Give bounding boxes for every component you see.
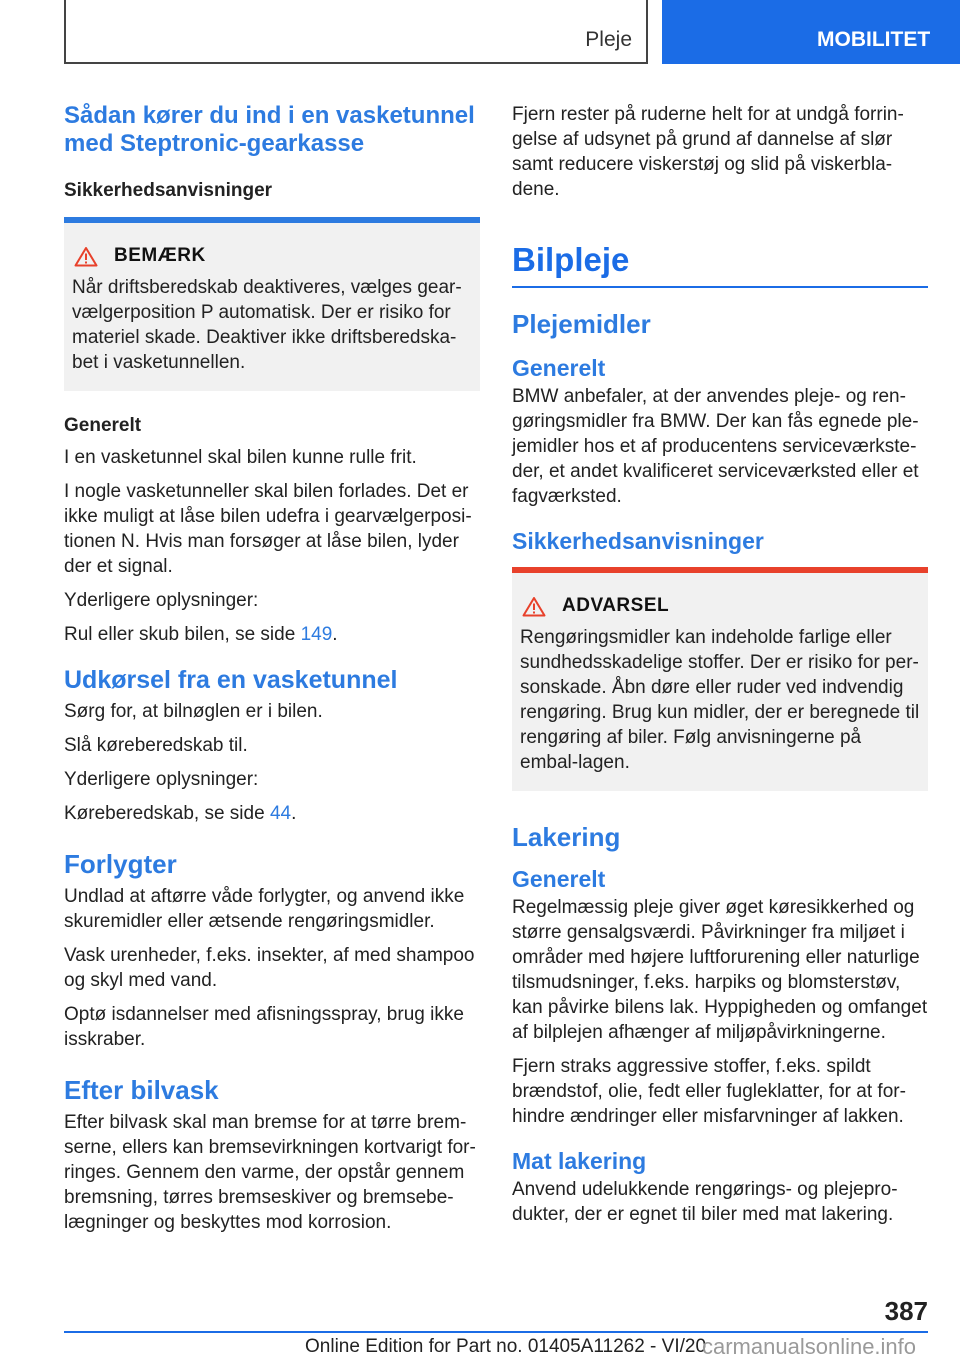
- cross-reference: [64, 622, 480, 647]
- footer-rule: [64, 1331, 928, 1333]
- paragraph: Slå køreberedskab til.: [64, 735, 248, 756]
- paragraph: Efter bilvask skal man bremse for at tørre brem-serne, ellers kan bremsevirkningen kortvarigt for-ringes. Gennem den varme, der opstår gennem bremsning, tørres bremseskiver og bremsebe-lægninger og beskyttes mod korrosion.: [64, 1112, 476, 1233]
- left-column: [64, 102, 480, 1244]
- page-number: 387: [884, 1296, 928, 1326]
- paragraph: I en vasketunnel skal bilen kunne rulle frit.: [64, 447, 417, 468]
- page-link-149[interactable]: 149: [300, 624, 333, 645]
- notice-box: [64, 217, 480, 391]
- cross-reference: [64, 801, 480, 826]
- notice-title: BEMÆRK: [114, 245, 206, 266]
- heading-udkorsel: Udkørsel fra en vasketunnel: [64, 666, 398, 694]
- heading-sikkerhed: Sikkerhedsanvisninger: [512, 528, 764, 554]
- page-link-44[interactable]: 44: [269, 803, 292, 824]
- edition-text: Online Edition for Part no. 01405A11262 - VI/20: [305, 1336, 707, 1357]
- heading-generelt: Generelt: [64, 415, 142, 436]
- paragraph: Fjern straks aggressive stoffer, f.eks. spildt brændstof, olie, fedt eller fugleklatter, for at for-hindre ændringer eller misfarvninger af lakken.: [512, 1056, 906, 1127]
- notice-header: [72, 245, 472, 267]
- watermark-text: carmanualsonline.info: [702, 1334, 917, 1359]
- heading-forlygter: Forlygter: [64, 849, 177, 879]
- ref-punct: .: [332, 624, 338, 645]
- heading-generelt: Generelt: [512, 355, 606, 381]
- heading-mat-lakering: Mat lakering: [512, 1148, 647, 1174]
- warning-box: [512, 567, 928, 791]
- section-title: Pleje: [585, 28, 632, 51]
- heading-sikkerhed: Sikkerhedsanvisninger: [64, 180, 273, 201]
- heading-plejemidler: Plejemidler: [512, 309, 651, 339]
- paragraph: BMW anbefaler, at der anvendes pleje- og ren-gøringsmidler fra BMW. Der kan fås egnede ple-jemidler hos et af producentens serviceværkste-der, et andet kvalificeret serviceværksted eller et fagværksted.: [512, 386, 919, 507]
- notice-text: Når driftsberedskab deaktiveres, vælges gear-vælgerposition P automatisk. Der er risiko for materiel skade. Deaktiver ikke driftsberedska-bet i vasketunnellen.: [72, 277, 462, 373]
- paragraph: Vask urenheder, f.eks. insekter, af med shampoo og skyl med vand.: [64, 945, 475, 991]
- paragraph: Yderligere oplysninger:: [64, 769, 259, 790]
- warning-title: ADVARSEL: [562, 595, 670, 616]
- warning-triangle-icon: [74, 246, 98, 267]
- paragraph: Yderligere oplysninger:: [64, 590, 259, 611]
- ref-text: Køreberedskab, se side: [64, 803, 270, 824]
- paragraph: Sørg for, at bilnøglen er i bilen.: [64, 701, 323, 722]
- heading-efter-bilvask: Efter bilvask: [64, 1075, 219, 1105]
- ref-punct: .: [291, 803, 297, 824]
- heading-lakering: Lakering: [512, 822, 621, 852]
- chapter-tab[interactable]: MOBILITET: [662, 0, 960, 64]
- warning-text: Rengøringsmidler kan indeholde farlige eller sundhedsskadelige stoffer. Der er risiko for per-sonskade. Åbn døre eller ruder ved indvendig rengøring. Brug kun midler, der er beregnede til rengøring af biler. Følg anvisningerne på embal-lagen.: [520, 627, 920, 773]
- chapter-title: Bilpleje: [512, 238, 928, 288]
- warning-triangle-icon: [522, 596, 546, 617]
- paragraph: Undlad at aftørre våde forlygter, og anvend ikke skuremidler eller ætsende rengøringsmidler.: [64, 886, 465, 932]
- header-frame: [64, 0, 648, 64]
- heading-vasketunnel: Sådan kører du ind i en vasketunnel med Steptronic-gearkasse: [64, 102, 475, 157]
- paragraph: I nogle vasketunneller skal bilen forlades. Det er ikke muligt at låse bilen udefra i gearvælgerposi-tionen N. Hvis man forsøger at låse bilen, lyder der et signal.: [64, 481, 472, 577]
- ref-text: Rul eller skub bilen, se side: [64, 624, 301, 645]
- paragraph: Optø isdannelser med afisningsspray, brug ikke isskraber.: [64, 1004, 464, 1050]
- right-column: [512, 102, 928, 1236]
- heading-generelt: Generelt: [512, 866, 606, 892]
- warning-header: [520, 595, 920, 617]
- paragraph: Regelmæssig pleje giver øget køresikkerhed og større gensalgsværdi. Påvirkninger fra miljøet i områder med højere luftforurening eller naturlige tilsmudsninger, f.eks. harpiks og blomsterstøv, kan påvirke bilens lak. Hyppigheden og omfanget af bilplejen afhænger af miljøpåvirkningerne.: [512, 897, 928, 1043]
- paragraph: Anvend udelukkende rengørings- og plejepro-dukter, der er egnet til biler med mat lakering.: [512, 1179, 898, 1225]
- paragraph: Fjern rester på ruderne helt for at undgå forrin-gelse af udsynet på grund af dannelse af slør samt reducere viskerstøj og slid på viskerbla-dene.: [512, 104, 904, 200]
